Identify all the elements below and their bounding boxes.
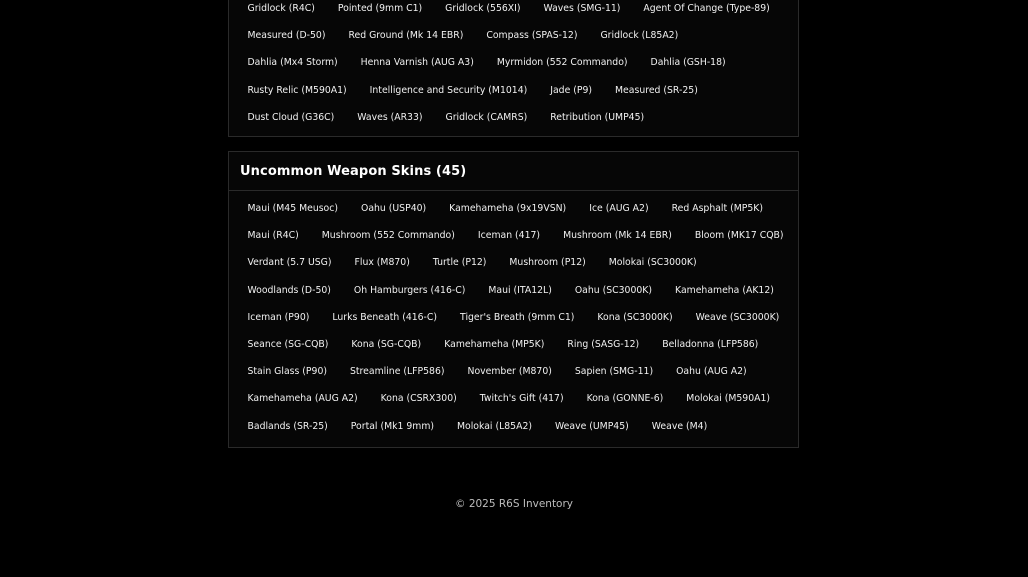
rare-skin-list <box>229 0 798 131</box>
skin-item[interactable]: Belladonna (LFP586) <box>662 338 759 350</box>
uncommon-skin-list <box>229 191 798 440</box>
skin-item[interactable]: Kona (SG-CQB) <box>351 338 422 350</box>
skin-item[interactable]: Red Ground (Mk 14 EBR) <box>348 30 464 42</box>
skin-item[interactable]: Streamline (LFP586) <box>350 366 445 378</box>
skin-item[interactable]: Seance (SG-CQB) <box>247 338 329 350</box>
skin-item[interactable]: Rusty Relic (M590A1) <box>247 84 347 96</box>
skin-item[interactable]: Agent Of Change (Type-89) <box>643 3 770 14</box>
skin-item[interactable]: Ice (AUG A2) <box>589 203 649 214</box>
skin-item[interactable]: Oh Hamburgers (416-C) <box>353 284 466 296</box>
skin-item[interactable]: Portal (Mk1 9mm) <box>350 420 435 432</box>
skin-item[interactable]: Kona (CSRX300) <box>380 393 457 405</box>
skin-item[interactable]: Molokai (M590A1) <box>686 393 771 405</box>
skin-item[interactable]: Badlands (SR-25) <box>247 420 328 432</box>
skin-item[interactable]: Measured (D-50) <box>247 30 326 42</box>
skin-item[interactable]: Turtle (P12) <box>432 257 487 269</box>
skin-item[interactable]: Sapien (SMG-11) <box>574 366 654 378</box>
skin-item[interactable]: Woodlands (D-50) <box>247 284 331 296</box>
skin-item[interactable]: Henna Varnish (AUG A3) <box>360 57 474 69</box>
skin-item[interactable]: Maui (R4C) <box>247 230 299 242</box>
skin-item[interactable]: Kamehameha (9x19VSN) <box>449 203 567 214</box>
skin-item[interactable]: Dahlia (GSH-18) <box>650 57 726 69</box>
skin-item[interactable]: Molokai (SC3000K) <box>608 257 697 269</box>
skin-item[interactable]: Flux (M870) <box>354 257 410 269</box>
uncommon-skins-card <box>228 151 799 448</box>
skin-item[interactable]: Gridlock (L85A2) <box>600 30 679 42</box>
skin-item[interactable]: Twitch's Gift (417) <box>479 393 564 405</box>
skin-item[interactable]: Kamehameha (AK12) <box>675 284 774 296</box>
uncommon-card-header <box>229 152 798 191</box>
skin-item[interactable]: Kona (SC3000K) <box>597 311 673 323</box>
uncommon-section-title: Uncommon Weapon Skins (45) <box>240 163 467 179</box>
skin-item[interactable]: Mushroom (Mk 14 EBR) <box>563 230 672 242</box>
skin-item[interactable]: Myrmidon (552 Commando) <box>496 57 628 69</box>
skin-item[interactable]: Dust Cloud (G36C) <box>247 111 335 123</box>
skin-item[interactable]: Iceman (417) <box>477 230 541 242</box>
skin-item[interactable]: Molokai (L85A2) <box>457 420 532 432</box>
skin-item[interactable]: Ring (SASG-12) <box>567 338 640 350</box>
skin-item[interactable]: Mushroom (P12) <box>509 257 586 269</box>
skin-item[interactable]: Kamehameha (MP5K) <box>444 338 545 350</box>
skin-item[interactable]: Waves (SMG-11) <box>543 3 621 14</box>
skin-item[interactable]: Oahu (USP40) <box>361 203 427 214</box>
skin-item[interactable]: Waves (AR33) <box>357 111 423 123</box>
skin-item[interactable]: Bloom (MK17 CQB) <box>694 230 784 242</box>
skin-item[interactable]: November (M870) <box>467 366 552 378</box>
skin-item[interactable]: Gridlock (CAMRS) <box>445 111 528 123</box>
skin-item[interactable]: Jade (P9) <box>550 84 593 96</box>
skin-item[interactable]: Gridlock (556XI) <box>445 3 521 14</box>
skin-item[interactable]: Stain Glass (P90) <box>247 366 327 378</box>
skin-item[interactable]: Verdant (5.7 USG) <box>247 257 332 269</box>
skin-item[interactable]: Compass (SPAS-12) <box>486 30 578 42</box>
skin-item[interactable]: Measured (SR-25) <box>615 84 698 96</box>
skin-item[interactable]: Weave (UMP45) <box>555 420 629 432</box>
skin-item[interactable]: Maui (ITA12L) <box>488 284 552 296</box>
skin-item[interactable]: Oahu (AUG A2) <box>676 366 747 378</box>
skin-item[interactable]: Dahlia (Mx4 Storm) <box>247 57 338 69</box>
skin-item[interactable]: Weave (M4) <box>651 420 708 432</box>
skin-item[interactable]: Red Asphalt (MP5K) <box>671 203 763 214</box>
skin-item[interactable]: Tiger's Breath (9mm C1) <box>460 311 575 323</box>
skin-item[interactable]: Pointed (9mm C1) <box>337 3 423 14</box>
skin-item[interactable]: Iceman (P90) <box>247 311 310 323</box>
skin-item[interactable]: Lurks Beneath (416-C) <box>332 311 438 323</box>
footer-copyright: © 2025 R6S Inventory <box>454 498 574 510</box>
skin-item[interactable]: Mushroom (552 Commando) <box>321 230 455 242</box>
skin-item[interactable]: Weave (SC3000K) <box>695 311 780 323</box>
skin-item[interactable]: Maui (M45 Meusoc) <box>247 203 338 214</box>
skin-item[interactable]: Retribution (UMP45) <box>550 111 645 123</box>
skin-item[interactable]: Intelligence and Security (M1014) <box>369 84 528 96</box>
skin-item[interactable]: Gridlock (R4C) <box>247 3 315 14</box>
skin-item[interactable]: Kamehameha (AUG A2) <box>247 393 358 405</box>
skin-item[interactable]: Oahu (SC3000K) <box>574 284 653 296</box>
rare-skins-card <box>228 0 799 137</box>
skin-item[interactable]: Kona (GONNE-6) <box>586 393 664 405</box>
